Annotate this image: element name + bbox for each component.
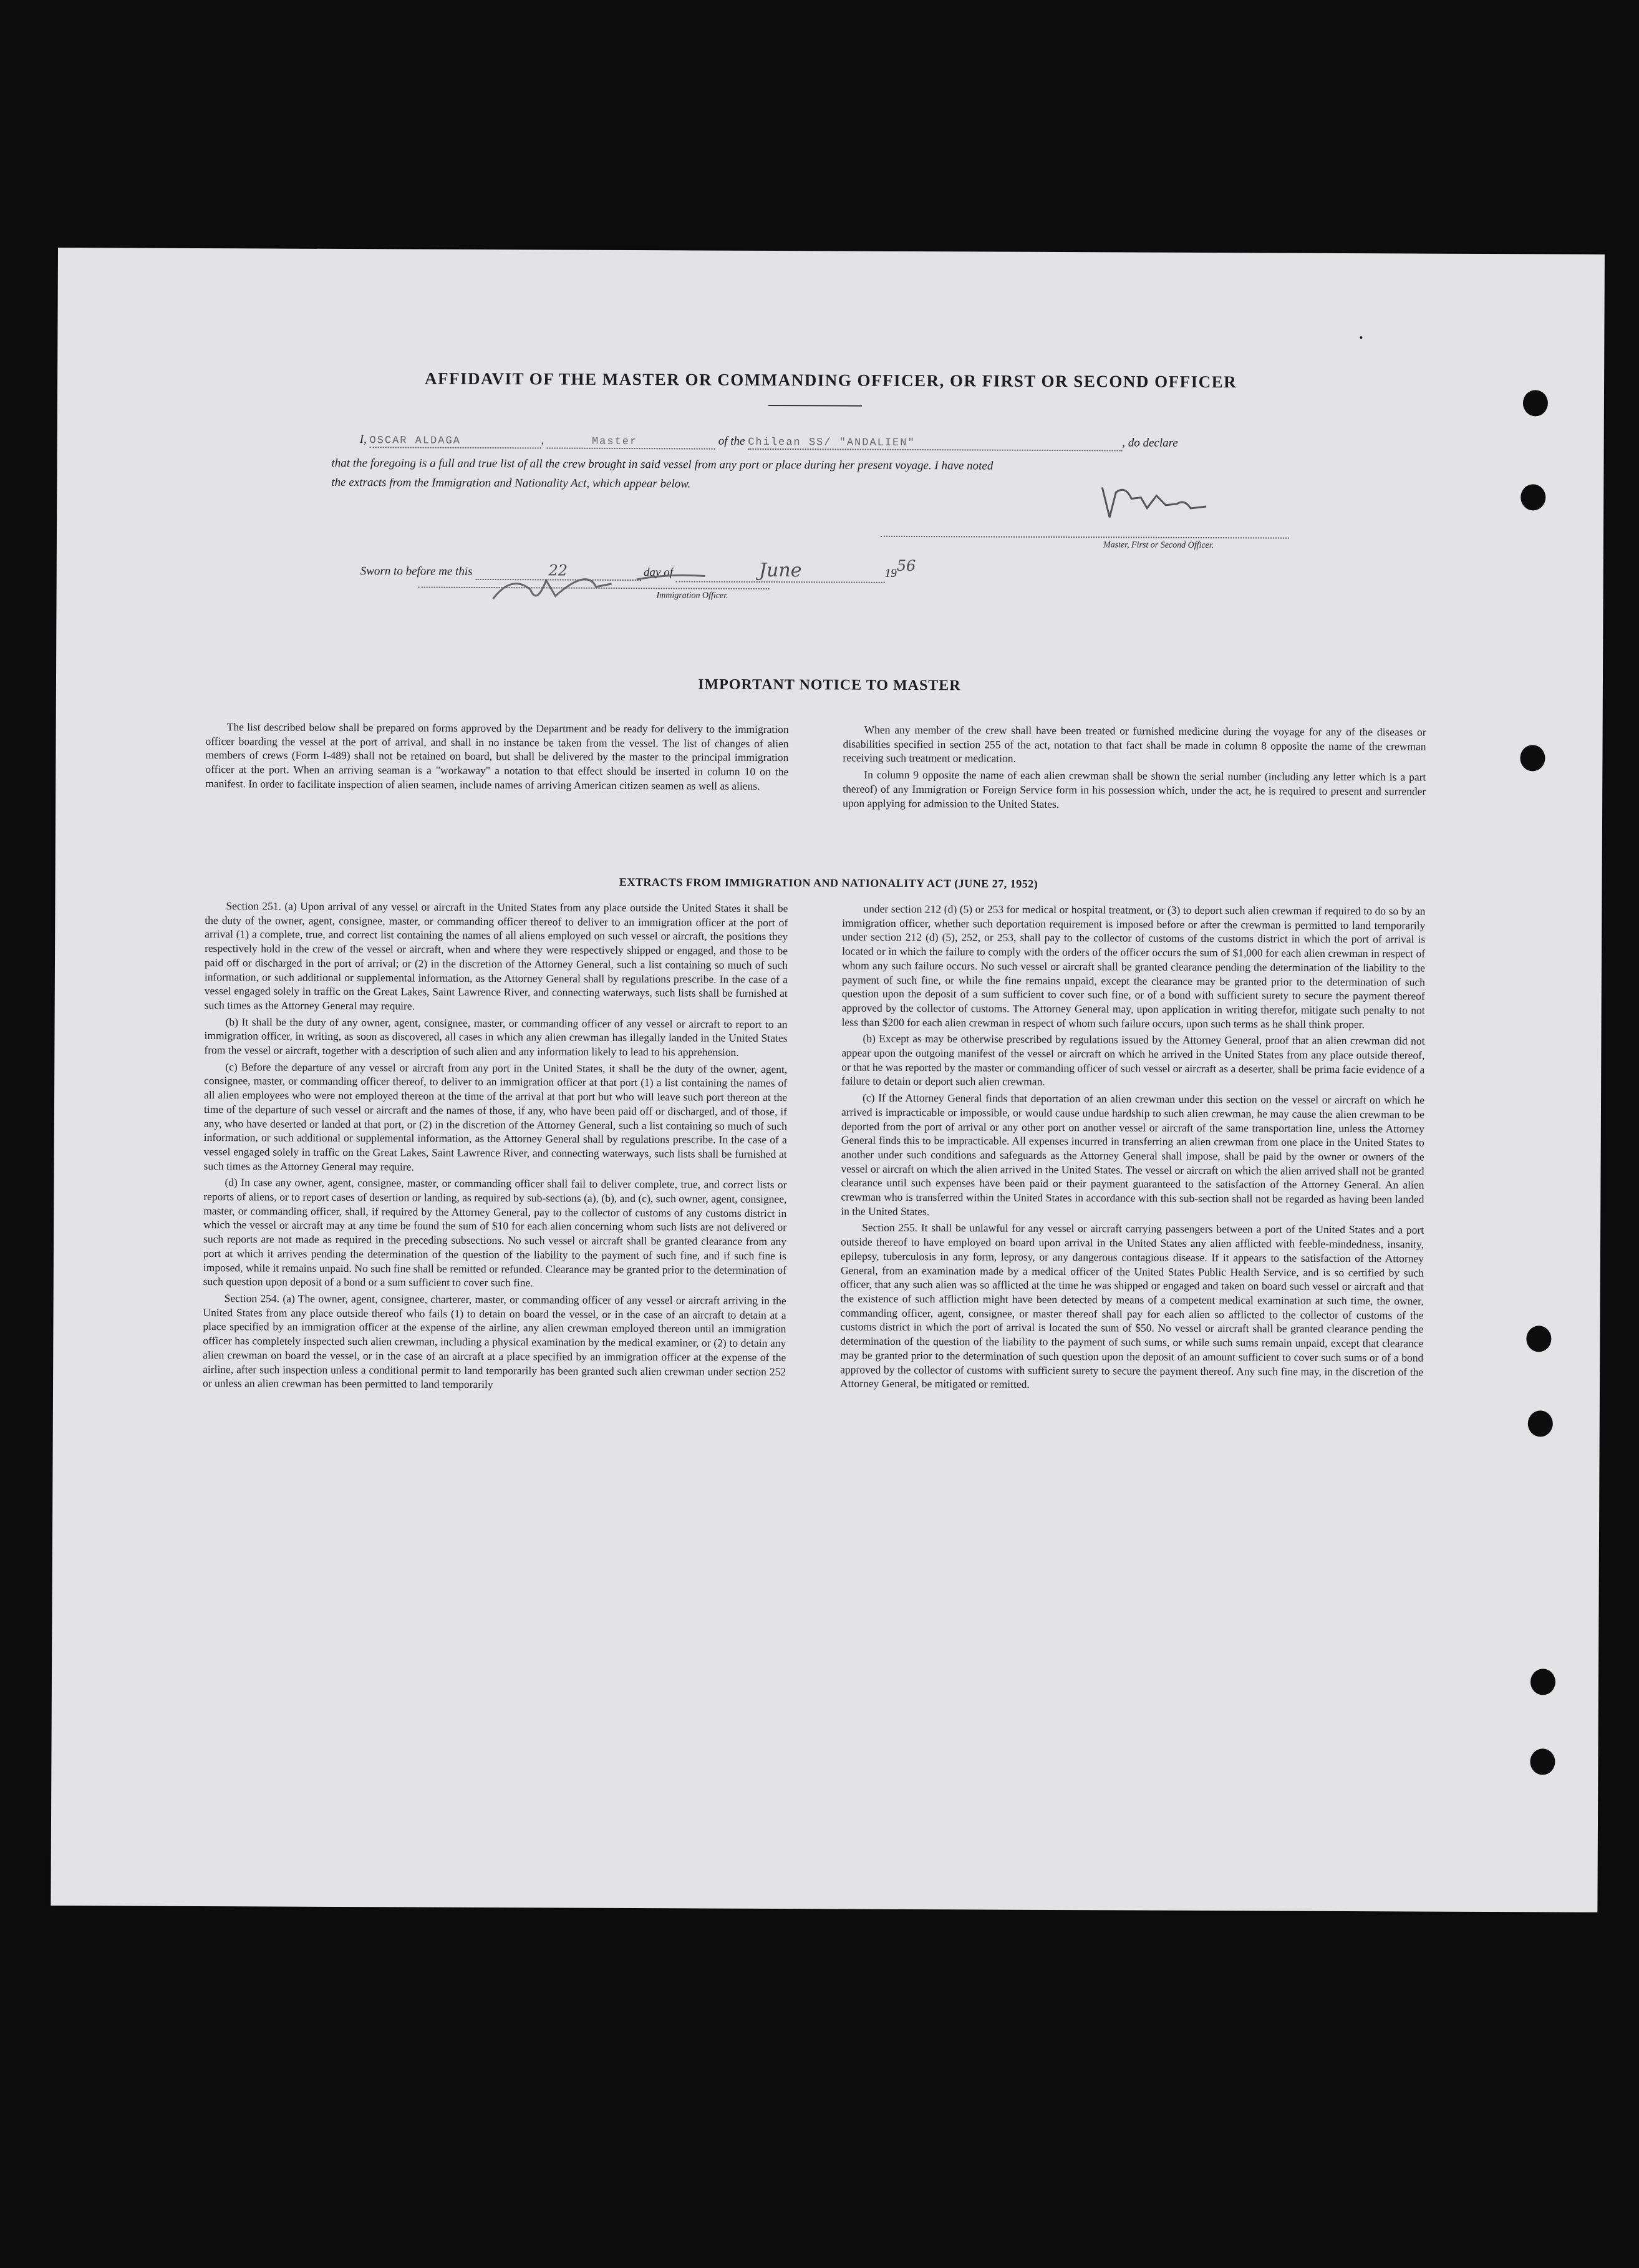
sworn-prefix: Sworn to before me this <box>360 565 473 578</box>
declaration-comma: , <box>541 434 544 447</box>
vessel-field: Chilean SS/ "ANDALIEN" <box>748 436 916 450</box>
sworn-day-label: day of <box>643 566 674 579</box>
sworn-year-prefix: 19 <box>884 566 897 580</box>
master-signature-line <box>881 536 1289 539</box>
extract-paragraph: (d) In case any owner, agent, consignee, master, or commanding officer shall fail to deliver complete, true, and correct lists or reports of aliens, or to report cases of desertion or landing, as required by sub-sections (a), (b), and (c), such owner, agent, consignee, master, or commanding officer, shall, if required by the Attorney General, pay to the collector of customs of any customs district in which the vessel or aircraft may at any time be found the sum of $10 for each alien concerning whom such lists are not delivered or such reports are not made as required in the preceding subsections. No such vessel or aircraft shall be granted clearance from any port at which it arrives pending the determination of the question of the liability to the payment of such fine, and if such fine is imposed, while it remains unpaid. No such fine shall be remitted or refunded. Clearance may be granted prior to the determination of such question upon deposit of a bond or a sum sufficient to cover such fine. <box>203 1176 787 1289</box>
punch-hole <box>1528 1410 1553 1437</box>
extracts-title: EXTRACTS FROM IMMIGRATION AND NATIONALITY ACT (JUNE 27, 1952) <box>619 875 1038 890</box>
extract-paragraph: Section 254. (a) The owner, agent, consignee, charterer, master, or commanding officer of any vessel or aircraft arriving in the United States from any place outside thereof who fails (1) to detain on board the vessel, or in the case of an aircraft to detain at a place specified by an immigration officer at the expense of the airline, any alien crewman employed thereon until an immigration officer has completely inspected such alien crewman, including a physical examination by the medical examiner, or (2) to detain any alien crewman on board the vessel, or in the case of an aircraft at a place specified by an immigration officer at the expense of the airline, after such inspection unless a conditional permit to land temporarily has been granted such alien crewman under section 252 or unless an alien crewman has been permitted to land temporarily <box>203 1292 786 1391</box>
master-signature-label: Master, First or Second Officer. <box>1103 540 1214 551</box>
notice-paragraph: In column 9 opposite the name of each alien crewman shall be shown the serial number (including any letter which is a part thereof) of any Immigration or Foreign Service form in his possession which, under the act, he is required to present and surrender upon applying for admission to the United States. <box>843 768 1426 810</box>
declaration-line-2: that the foregoing is a full and true list of all the crew brought in said vessel from any port or place during her present voyage. I have noted <box>331 456 994 473</box>
master-signature <box>1097 480 1216 527</box>
declaration-do-declare: , do declare <box>1122 436 1178 450</box>
extract-paragraph: (c) If the Attorney General finds that deportation of an alien crewman under this section on the vessel or aircraft on which he arrived is impracticable or impossible, or would cause undue hardship to such alien crewman, he may cause the alien crewman to be deported from the port of arrival or any other port on another vessel or aircraft of the same transportation line, unless the Attorney General finds this to be impracticable. All expenses incurred in transferring an alien crewman from one place in the United States to another under such conditions and safeguards as the Attorney General shall impose, shall be paid by the owner or owners of the vessel or aircraft on which the alien arrived in the United States. The vessel or aircraft on which the alien arrived shall not be granted clearance until such expenses have been paid or their payment guaranteed to the satisfaction of the Attorney General. An alien crewman who is transferred within the United States in accordance with this sub-section shall not be regarded as having been landed in the United States. <box>841 1091 1425 1218</box>
extract-paragraph: (b) It shall be the duty of any owner, agent, consignee, master, or commanding officer of any vessel or aircraft to report to an immigration officer, in writing, as soon as discovered, all cases in which any alien crewman has illegally landed in the United States from the vessel or aircraft, together with a description of such alien and any information likely to lead to his apprehension. <box>204 1015 788 1059</box>
extract-paragraph: (c) Before the departure of any vessel or aircraft from any port in the United States, it shall be the duty of the owner, agent, consignee, master, or commanding officer thereof, to deliver to an immigration officer at that port (1) a list containing the names of all alien employees who were not employed thereon at the time of the arrival at that port but who will leave such port thereon at the time of the departure of such vessel or aircraft and the names of those, if any, who have been paid off or discharged, and of those, if any, who have deserted or landed at that port, or (2) in the discretion of the Attorney General, such a list containing so much of such information, or such additional or supplemental information, as the Attorney General shall by regulations prescribe. In the case of a vessel engaged solely in traffic on the Great Lakes, Saint Lawrence River, and connecting waterways, such lists shall be furnished at such times as the Attorney General may require. <box>203 1060 788 1173</box>
punch-hole <box>1530 1748 1555 1775</box>
notice-right-column <box>843 722 1426 815</box>
rank-field: Master <box>591 435 638 448</box>
master-name-field: OSCAR ALDAGA <box>369 435 461 447</box>
punch-hole <box>1521 484 1545 510</box>
sworn-day-value: 22 <box>548 561 568 579</box>
notice-paragraph: When any member of the crew shall have been treated or furnished medicine during the voyage for any of the diseases or disabilities specified in section 255 of the act, notation to that fact shall be made in column 8 opposite the name of the crewman receiving such treatment or medication. <box>843 723 1426 765</box>
extract-paragraph: (b) Except as may be otherwise prescribed by regulations issued by the Attorney General, proof that an alien crewman did not appear upon the outgoing manifest of the vessel or aircraft on which he arrived in the United States from any place outside thereof, or that he was reported by the master or commanding officer of such vessel or aircraft as a deserter, shall be prima facie evidence of a failure to detain or deport such alien crewman. <box>841 1032 1425 1088</box>
punch-hole <box>1530 1669 1555 1695</box>
extracts-left-column <box>203 899 788 1395</box>
punch-hole <box>1523 390 1548 416</box>
title-divider <box>768 405 862 407</box>
extracts-right-column <box>840 901 1425 1395</box>
extract-paragraph: under section 212 (d) (5) or 253 for medical or hospital treatment, or (3) to deport such alien crewman if required to do so by an immigration officer, whether such deportation requirement is imposed before or after the crewman is permitted to land temporarily under section 212 (d) (5), 252, or 253, shall pay to the collector of customs of the customs district in which the port of arrival is located or in which the failure to comply with the orders of the officer occurs the sum of $1,000 for each alien crewman in respect of whom any such failure occurs. No such vessel or aircraft shall be granted clearance pending the determination of the liability to the payment of such fine, or while the fine remains unpaid, except the clearance may be granted prior to the determination of such question upon the deposit of a sum sufficient to cover such fine, or of a bond with sufficient surety to secure the payment thereof approved by the collector of customs. The Attorney General may, upon application in writing therefor, mitigate such penalty to not less than $200 for each alien crewman in respect of whom such failure occurs, upon such terms as he shall think proper. <box>841 902 1426 1030</box>
declaration-i: I, <box>359 433 367 447</box>
officer-signature-label: Immigration Officer. <box>656 591 728 601</box>
sworn-month-value: June <box>758 559 802 582</box>
document-page <box>51 248 1605 1912</box>
punch-hole <box>1526 1325 1551 1352</box>
declaration-line-1 <box>360 433 1178 452</box>
extract-paragraph: Section 251. (a) Upon arrival of any vessel or aircraft in the United States from any place outside the United States it shall be the duty of the owner, agent, consignee, master, or commanding officer thereof to deliver to an immigration officer at the port of arrival (1) a complete, true, and correct list containing the names of all aliens employed on such vessel or aircraft, the positions they respectively hold in the crew of the vessel or aircraft, when and where they were respectively shipped or engaged, and those to be paid off or discharged in the port of arrival; or (2) in the discretion of the Attorney General, such a list containing so much of such information, or such additional or supplemental information, as the Attorney General shall by regulations prescribe. In the case of a vessel engaged solely in traffic on the Great Lakes, Saint Lawrence River, and connecting waterways, such lists shall be furnished at such times as the Attorney General may require. <box>204 899 788 1012</box>
ink-speck <box>1360 336 1362 339</box>
notice-left-column <box>205 720 789 796</box>
sworn-year-value: 56 <box>896 556 916 575</box>
punch-hole <box>1520 745 1545 771</box>
affidavit-title: AFFIDAVIT OF THE MASTER OR COMMANDING OFFICER, OR FIRST OR SECOND OFFICER <box>424 369 1237 392</box>
declaration-of-the: of the <box>718 434 745 448</box>
declaration-line-3: the extracts from the Immigration and Nationality Act, which appear below. <box>331 475 691 491</box>
notice-paragraph: The list described below shall be prepared on forms approved by the Department and be ready for delivery to the immigration officer boarding the vessel at the port of arrival, and shall in no instance be taken from the vessel. The list of changes of alien members of crews (Form I-489) shall not be retained on board, but shall be delivered by the master to the principal immigration officer at the port. When an arriving seaman is a "workaway" a notation to that effect should be inserted in column 10 on the manifest. In order to facilitate inspection of alien seamen, include names of arriving American citizen seamen as well as aliens. <box>205 720 789 792</box>
notice-title: IMPORTANT NOTICE TO MASTER <box>698 676 961 694</box>
extract-paragraph: Section 255. It shall be unlawful for any vessel or aircraft carrying passengers between a port of the United States and a port outside thereof to have employed on board upon arrival in the United States any alien afflicted with feeble-mindedness, insanity, epilepsy, tuberculosis in any form, leprosy, or any dangerous contagious disease. If it appears to the satisfaction of the Attorney General, from an examination made by a medical officer of the United States Public Health Service, and is so certified by such officer, that any such alien was so afflicted at the time he was shipped or engaged and taken on board such vessel or aircraft and that the existence of such affliction might have been detected by means of a competent medical examination at such time, the owner, commanding officer, agent, consignee, or master thereof shall pay for each alien so afflicted to the collector of customs of the customs district in which the port of arrival is located the sum of $50. No vessel or aircraft shall be granted clearance pending the determination of the question of the liability to the payment of such sums, or while such sums remain unpaid, except that clearance may be granted prior to the determination of such question upon the deposit of an amount sufficient to cover such sums or of a bond approved by the collector of customs with sufficient surety to secure the payment thereof. Any such fine may, in the discretion of the Attorney General, be mitigated or remitted. <box>840 1221 1424 1391</box>
